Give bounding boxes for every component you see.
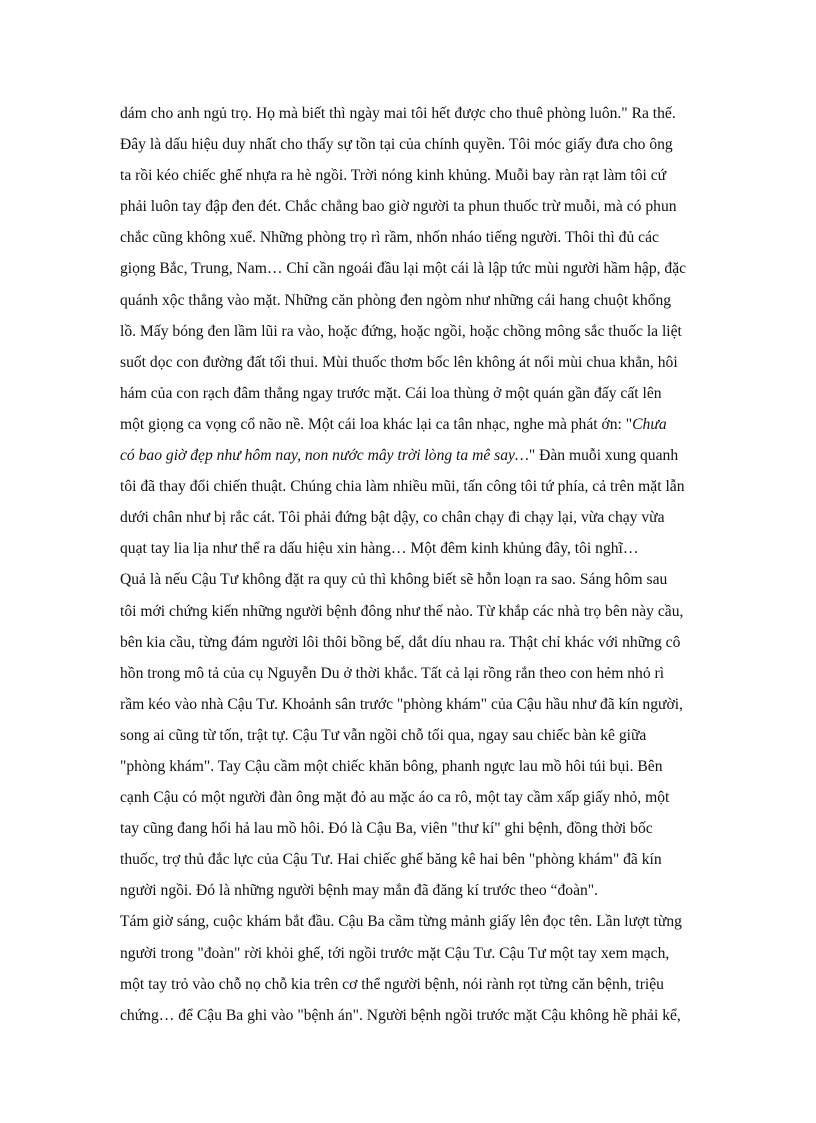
line-text: thuốc, trợ thủ đắc lực của Cậu Tư. Hai chiếc ghế băng kê hai bên "phòng khám" đã kín [120,851,662,869]
text-line [120,938,720,969]
line-text: suốt dọc con đường đất tối thui. Mùi thuốc thơm bốc lên không át nổi mùi chua khẳn, hôi [120,353,678,371]
text-line [120,502,720,533]
body-text [120,98,720,1031]
text-line [120,751,720,782]
line-text: quánh xộc thẳng vào mặt. Những căn phòng đen ngòm như những cái hang chuột khổng [120,291,672,309]
line-text: lồ. Mấy bóng đen lầm lũi ra vào, hoặc đứng, hoặc ngồi, hoặc chồng mông sắc thuốc la liệt [120,322,682,340]
text-line [120,222,720,253]
text-line [120,689,720,720]
line-text: giọng Bắc, Trung, Nam… Chỉ cần ngoái đầu lại một cái là lập tức mùi người hầm hập, đặc [120,260,687,278]
text-line [120,844,720,875]
line-text: Quả là nếu Cậu Tư không đặt ra quy củ thì không biết sẽ hỗn loạn ra sao. Sáng hôm sau [120,571,668,589]
text-line [120,409,720,440]
italic-quote-text: có bao giờ đẹp như hôm nay, non nước mây trời lòng ta mê say… [120,447,529,465]
text-line [120,440,720,471]
line-text: cạnh Cậu có một người đàn ông mặt đỏ au mặc áo ca rô, một tay cầm xấp giấy nhỏ, một [120,789,670,807]
line-text: một giọng ca vọng cổ não nề. Một cái loa khác lại ca tân nhạc, nghe mà phát ớn: " [120,415,633,433]
text-line [120,191,720,222]
line-text: bên kia cầu, từng đám người lôi thôi bồng bế, dắt díu nhau ra. Thật chỉ khác với những cô [120,633,681,651]
text-line [120,533,720,564]
line-text: chắc cũng không xuể. Những phòng trọ rì rầm, nhốn nháo tiếng người. Thôi thì đủ các [120,229,659,247]
text-line [120,285,720,316]
text-line [120,160,720,191]
text-line [120,253,720,284]
line-text: ta rồi kéo chiếc ghế nhựa ra hè ngồi. Trời nóng kinh khủng. Muỗi bay ràn rạt làm tôi cứ [120,167,667,185]
line-text: dưới chân như bị rắc cát. Tôi phải đứng bật dậy, co chân chạy đi chạy lại, vừa chạy vừa [120,509,665,527]
text-line [120,471,720,502]
line-text: phải luôn tay đập đen đét. Chắc chẳng bao giờ người ta phun thuốc trừ muỗi, mà có phun [120,198,677,216]
line-text: " Đàn muỗi xung quanh [528,447,679,465]
text-line [120,720,720,751]
text-line [120,782,720,813]
line-text: song ai cũng từ tốn, trật tự. Cậu Tư vẫn ngồi chỗ tối qua, ngay sau chiếc bàn kê giữa [120,726,647,744]
text-line [120,969,720,1000]
text-line [120,813,720,844]
line-text: Đây là dấu hiệu duy nhất cho thấy sự tồn tại của chính quyền. Tôi móc giấy đưa cho ông [120,136,673,154]
text-line [120,564,720,595]
text-line [120,906,720,937]
text-line [120,658,720,689]
text-line [120,875,720,906]
line-text: tôi mới chứng kiến những người bệnh đông như thế nào. Từ khắp các nhà trọ bên này cầu, [120,602,684,620]
text-line [120,98,720,129]
line-text: quạt tay lia lịa như thể ra dấu hiệu xin hàng… Một đêm kinh khủng đây, tôi nghĩ… [120,540,639,558]
line-text: rầm kéo vào nhà Cậu Tư. Khoảnh sân trước "phòng khám" của Cậu hầu như đã kín người, [120,695,683,713]
line-text: Tám giờ sáng, cuộc khám bắt đầu. Cậu Ba cầm từng mảnh giấy lên đọc tên. Lần lượt từng [120,913,682,931]
text-line [120,347,720,378]
text-line [120,1000,720,1031]
italic-quote-text: Chưa [632,415,667,433]
text-line [120,596,720,627]
line-text: "phòng khám". Tay Cậu cầm một chiếc khăn bông, phanh ngực lau mồ hôi túi bụi. Bên [120,757,663,775]
line-text: chứng… để Cậu Ba ghi vào "bệnh án". Người bệnh ngồi trước mặt Cậu không hề phải kể, [120,1006,681,1024]
line-text: dám cho anh ngủ trọ. Họ mà biết thì ngày mai tôi hết được cho thuê phòng luôn." Ra thế. [120,105,676,122]
line-text: hồn trong mô tả của cụ Nguyễn Du ở thời khắc. Tất cả lại rồng rắn theo con hẻm nhỏ rì [120,664,665,682]
text-line [120,129,720,160]
text-line [120,378,720,409]
line-text: người ngồi. Đó là những người bệnh may mắn đã đăng kí trước theo “đoàn". [120,882,599,900]
text-line [120,627,720,658]
line-text: một tay trỏ vào chỗ nọ chỗ kia trên cơ thể người bệnh, nói rành rọt từng căn bệnh, triệu [120,975,664,993]
line-text: người trong "đoàn" rời khỏi ghế, tới ngồi trước mặt Cậu Tư. Cậu Tư một tay xem mạch, [120,944,670,962]
text-line [120,316,720,347]
line-text: tay cũng đang hối hả lau mồ hôi. Đó là Cậu Ba, viên "thư kí" ghi bệnh, đồng thời bốc [120,820,653,838]
line-text: tôi đã thay đổi chiến thuật. Chúng chia làm nhiều mũi, tấn công tôi tứ phía, cả trên mặt lẫn [120,478,685,496]
line-text: hám của con rạch đâm thẳng ngay trước mặt. Cái loa thùng ở một quán gần đấy cất lên [120,384,662,402]
